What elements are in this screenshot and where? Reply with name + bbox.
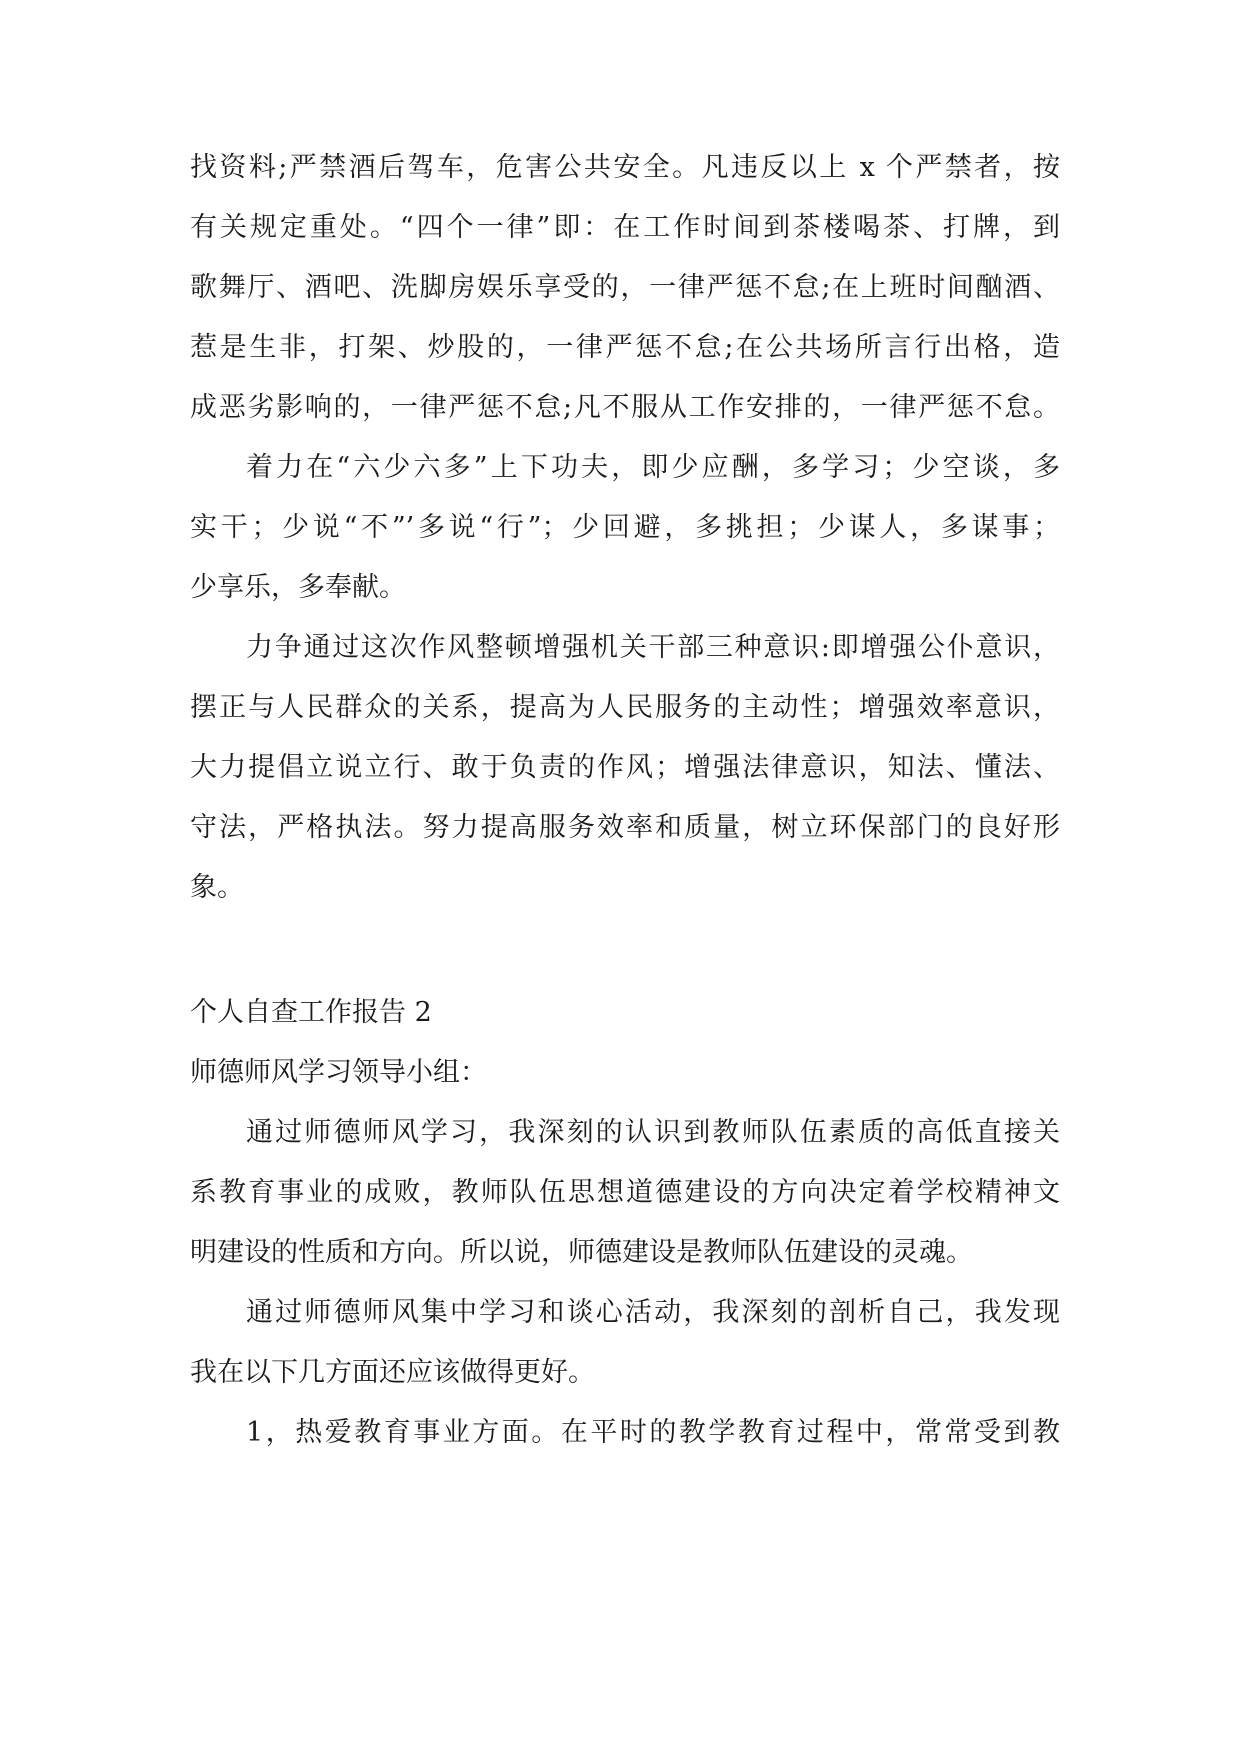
paragraph-line: 找资料;严禁酒后驾车，危害公共安全。凡违反以上 x 个严禁者，按 xyxy=(190,152,1060,183)
paragraph-line: 摆正与人民群众的关系，提高为人民服务的主动性；增强效率意识， xyxy=(190,692,1060,723)
paragraph-line: 象。 xyxy=(190,872,244,903)
paragraph-line: 我在以下几方面还应该做得更好。 xyxy=(190,1357,595,1388)
paragraph-line: 歌舞厅、酒吧、洗脚房娱乐享受的，一律严惩不怠;在上班时间酗酒、 xyxy=(190,272,1060,303)
report-title: 个人自查工作报告 2 xyxy=(190,997,432,1028)
paragraph-line: 系教育事业的成败，教师队伍思想道德建设的方向决定着学校精神文 xyxy=(190,1177,1060,1208)
paragraph-line: 大力提倡立说立行、敢于负责的作风；增强法律意识，知法、懂法、 xyxy=(190,752,1060,783)
paragraph-line: 实干；少说“不”’多说“行”；少回避，多挑担；少谋人，多谋事； xyxy=(190,512,1060,543)
paragraph-line: 着力在“六少六多”上下功夫，即少应酬，多学习；少空谈，多 xyxy=(246,452,1060,483)
paragraph-line: 明建设的性质和方向。所以说，师德建设是教师队伍建设的灵魂。 xyxy=(190,1237,973,1268)
paragraph-line: 通过师德师风学习，我深刻的认识到教师队伍素质的高低直接关 xyxy=(246,1117,1060,1148)
paragraph-line: 成恶劣影响的，一律严惩不怠;凡不服从工作安排的，一律严惩不怠。 xyxy=(190,392,1060,423)
paragraph-line: 守法，严格执法。努力提高服务效率和质量，树立环保部门的良好形 xyxy=(190,812,1060,843)
paragraph-line: 力争通过这次作风整顿增强机关干部三种意识:即增强公仆意识， xyxy=(246,632,1060,663)
paragraph-line: 通过师德师风集中学习和谈心活动，我深刻的剖析自己，我发现 xyxy=(246,1297,1060,1328)
salutation: 师德师风学习领导小组： xyxy=(190,1057,487,1088)
paragraph-line: 惹是生非，打架、炒股的，一律严惩不怠;在公共场所言行出格，造 xyxy=(190,332,1060,363)
paragraph-line: 少享乐，多奉献。 xyxy=(190,572,406,603)
paragraph-line: 有关规定重处。“四个一律”即：在工作时间到茶楼喝茶、打牌，到 xyxy=(190,212,1060,243)
paragraph-line: 1，热爱教育事业方面。在平时的教学教育过程中，常常受到教 xyxy=(246,1417,1060,1448)
